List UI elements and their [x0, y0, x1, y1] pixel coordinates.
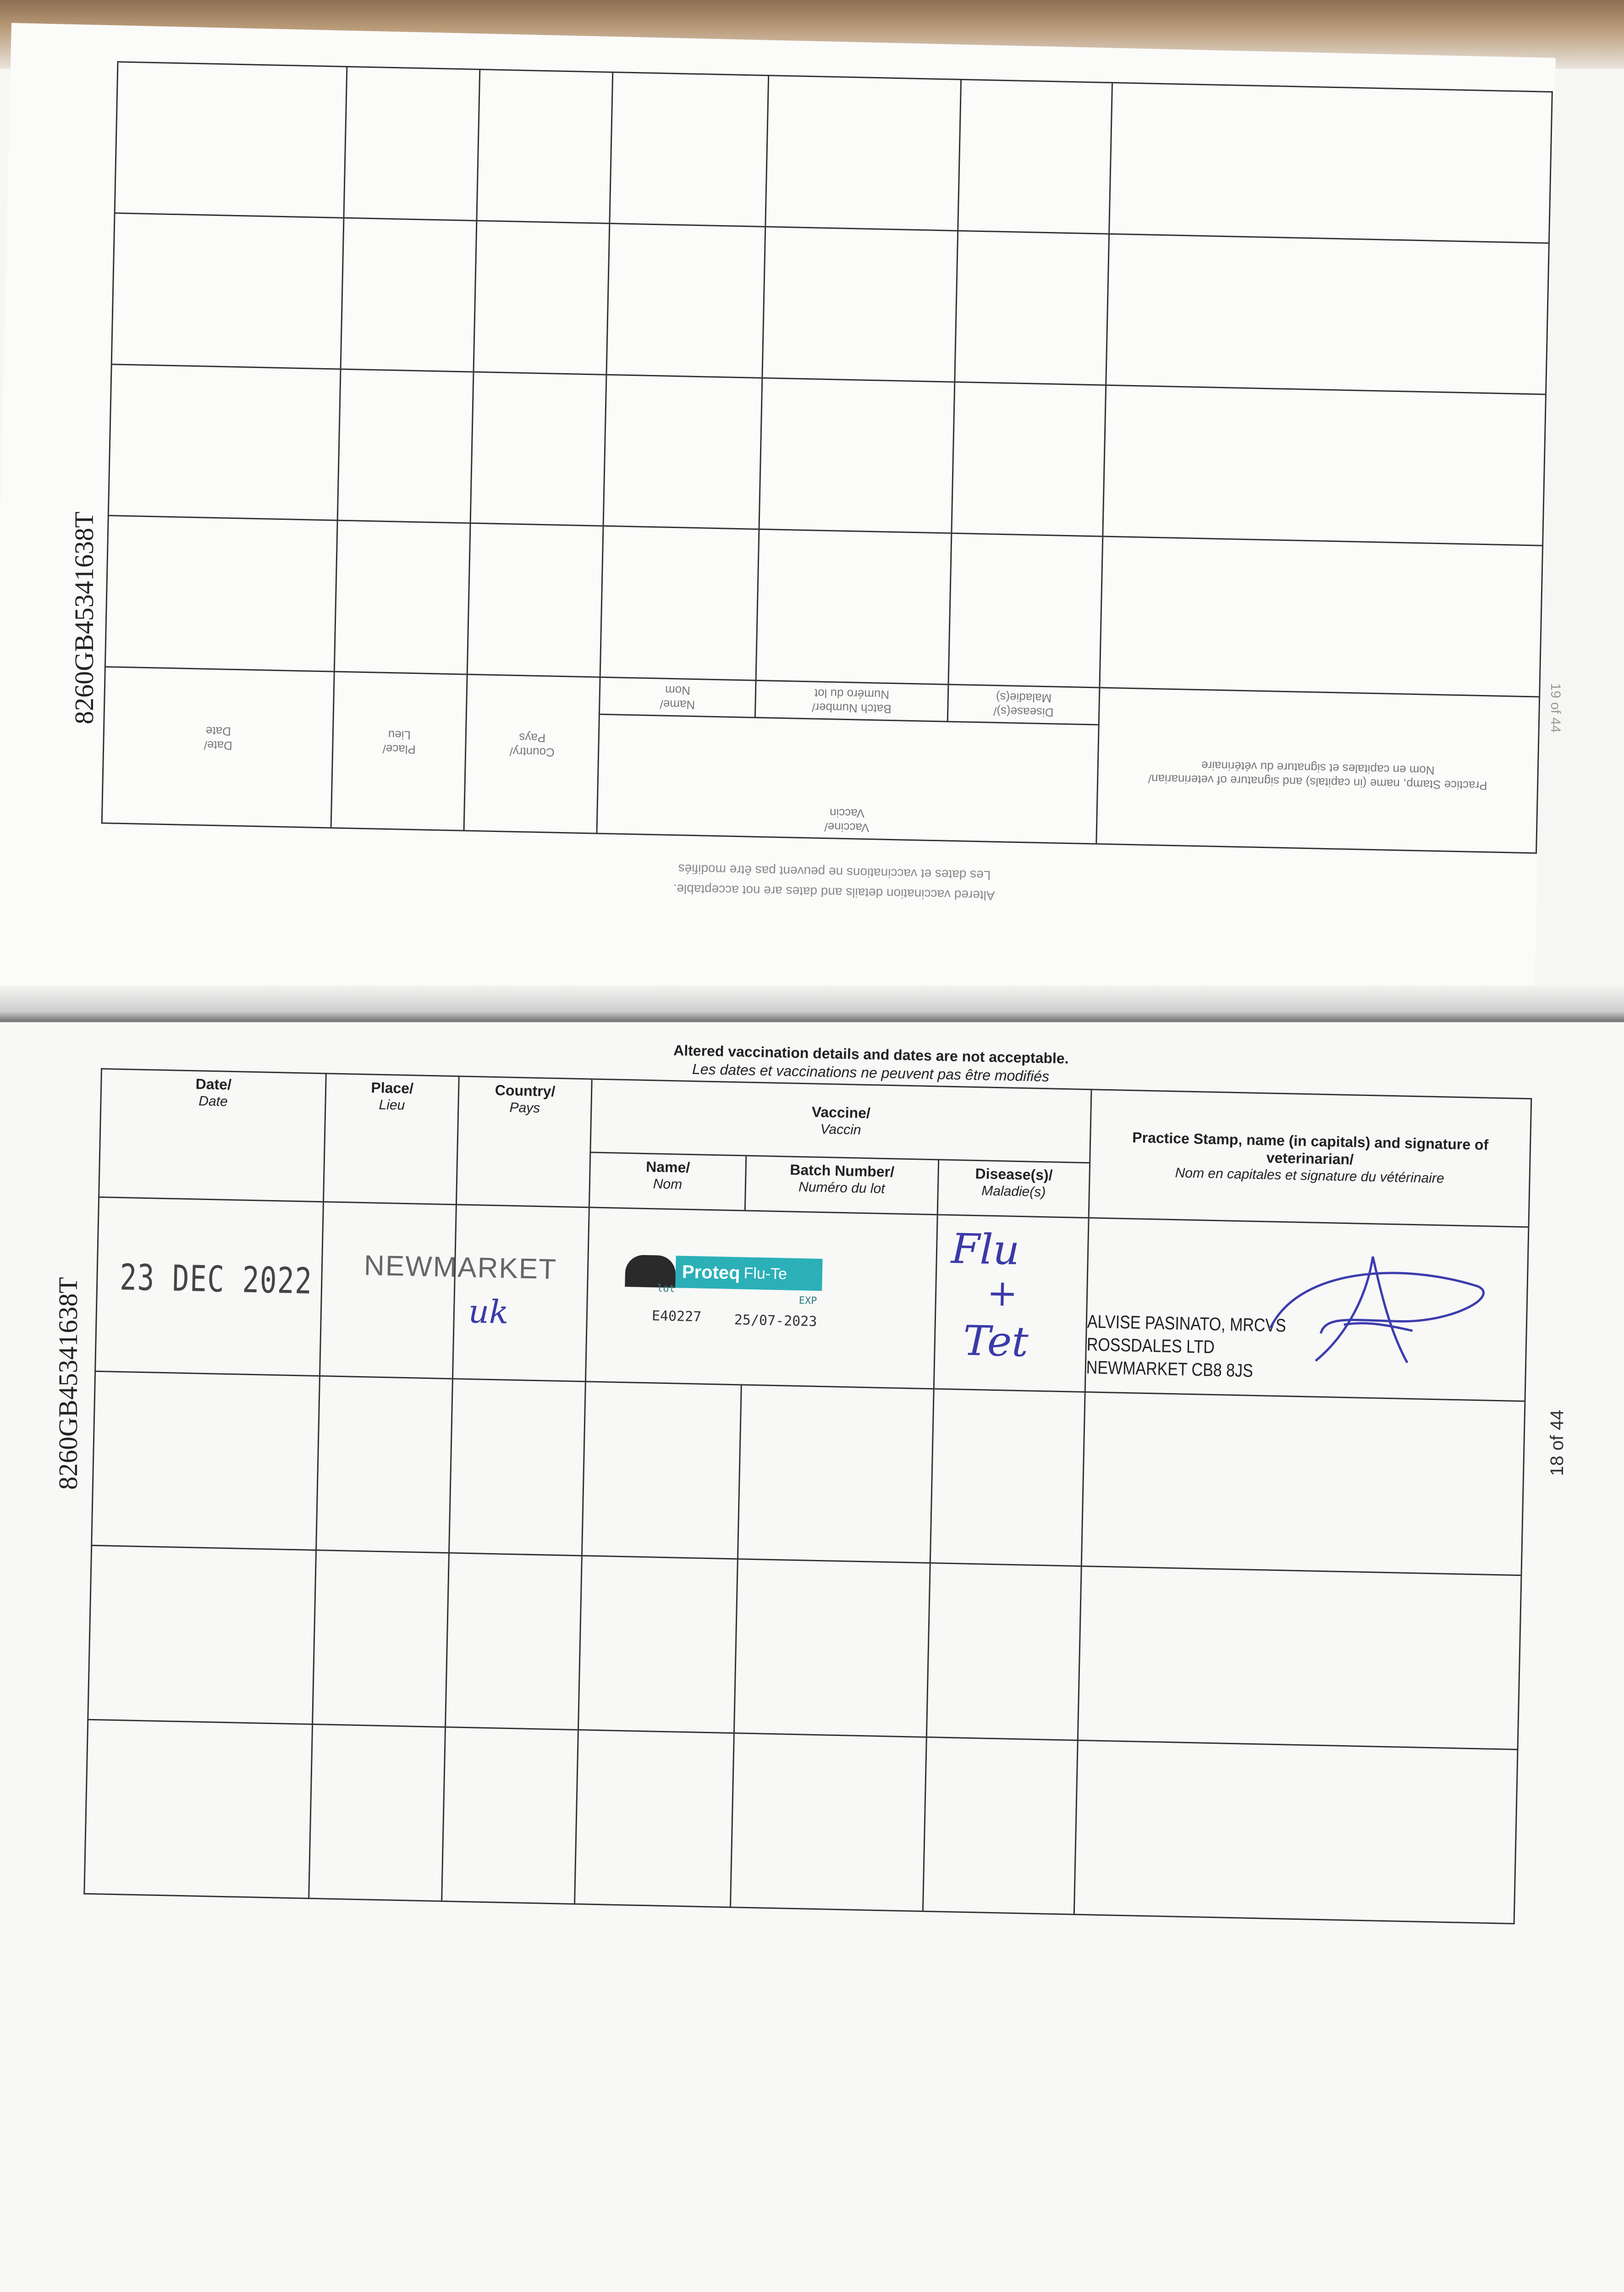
upper-header-disease: Disease(s)/ Maladie(s) [947, 684, 1100, 725]
vet-signature [1261, 1250, 1501, 1374]
vaccine-label-sticker [625, 1255, 822, 1291]
header-place: Place/ Lieu [323, 1074, 459, 1205]
table-row [95, 1197, 1529, 1401]
header-vaccine: Vaccine/ Vaccin [590, 1079, 1091, 1163]
entry-disease-line1: Flu [951, 1224, 1020, 1275]
entry-date: 23 DEC 2022 [119, 1256, 313, 1302]
entry-disease-line2: + [986, 1271, 1018, 1315]
notice-en: Altered vaccination details and dates are not acceptable. [673, 1041, 1069, 1067]
vet-stamp [1086, 1310, 1286, 1383]
vet-address: NEWMARKET CB8 8JS [1086, 1357, 1254, 1381]
entry-disease-cell [934, 1215, 1089, 1392]
header-date: Date/ Date [99, 1069, 326, 1202]
entry-place: NEWMARKET [363, 1250, 557, 1285]
exp-label: EXP [798, 1295, 817, 1307]
entry-country: uk [468, 1292, 509, 1331]
vaccine-label-band [675, 1256, 822, 1291]
lower-page-number: 18 of 44 [1547, 1410, 1567, 1476]
header-disease: Disease(s)/ Maladie(s) [937, 1160, 1090, 1218]
upper-header-place: Place/ Lieu [331, 672, 467, 831]
upper-page-number: 19 of 44 [1548, 683, 1563, 733]
entry-lot-number: E40227 [651, 1308, 702, 1325]
upper-header-country: Country/ Pays [464, 674, 600, 833]
upper-note-line: Altered vaccination details and dates are not acceptable. [673, 882, 995, 903]
entry-country-cell [452, 1205, 589, 1382]
header-practice: Practice Stamp, name (in capitals) and signature of veterinarian/ Nom en capitales et signature du vétérinaire [1089, 1090, 1531, 1227]
upper-vaccination-table [103, 95, 1552, 854]
upper-header-date: Date/ Date [102, 667, 334, 828]
upper-table-row [111, 213, 1549, 394]
upper-note-line: Les dates et vaccinations ne peuvent pas être modifiés [678, 861, 991, 883]
upper-header-practice: Practice Stamp, name (in capitals) and signature of veterinarian/ Nom en capitales et signature du vétérinaire [1096, 688, 1540, 853]
entry-date-cell [95, 1197, 324, 1376]
upper-table-row [105, 516, 1542, 697]
notice-fr: Les dates et vaccinations ne peuvent pas être modifiés [692, 1060, 1050, 1085]
lower-document-id: 8260GB45341638T [53, 1277, 83, 1490]
vet-name: ALVISE PASINATO, MRCVS [1087, 1311, 1287, 1336]
vaccine-product: Flu-Te [743, 1264, 787, 1283]
header-name: Name/ Nom [589, 1152, 746, 1211]
entry-practice-cell [1085, 1218, 1529, 1401]
upper-header-batch: Batch Number/ Numéro du lot [755, 680, 948, 722]
table-row [84, 1719, 1518, 1923]
entry-vaccine-label-cell [585, 1207, 937, 1389]
upper-header-vaccine: Vaccine/ Vaccin [597, 714, 1099, 844]
header-batch: Batch Number/ Numéro du lot [745, 1156, 938, 1215]
upper-table-row [108, 364, 1546, 545]
vet-practice: ROSSDALES LTD [1086, 1334, 1215, 1358]
lot-label: lot [656, 1283, 676, 1295]
header-country: Country/ Pays [456, 1076, 592, 1207]
upper-table-row [115, 62, 1552, 243]
table-row [88, 1545, 1521, 1749]
entry-disease-line3: Tet [962, 1317, 1029, 1366]
upper-header-name: Name/ Nom [599, 677, 756, 717]
vaccine-brand: Proteq [682, 1262, 741, 1283]
entry-expiry: 25/07-2023 [734, 1312, 817, 1330]
upper-document-id: 8260GB45341638T [69, 512, 99, 724]
table-row [92, 1371, 1525, 1575]
vaccination-table [84, 1068, 1530, 1905]
